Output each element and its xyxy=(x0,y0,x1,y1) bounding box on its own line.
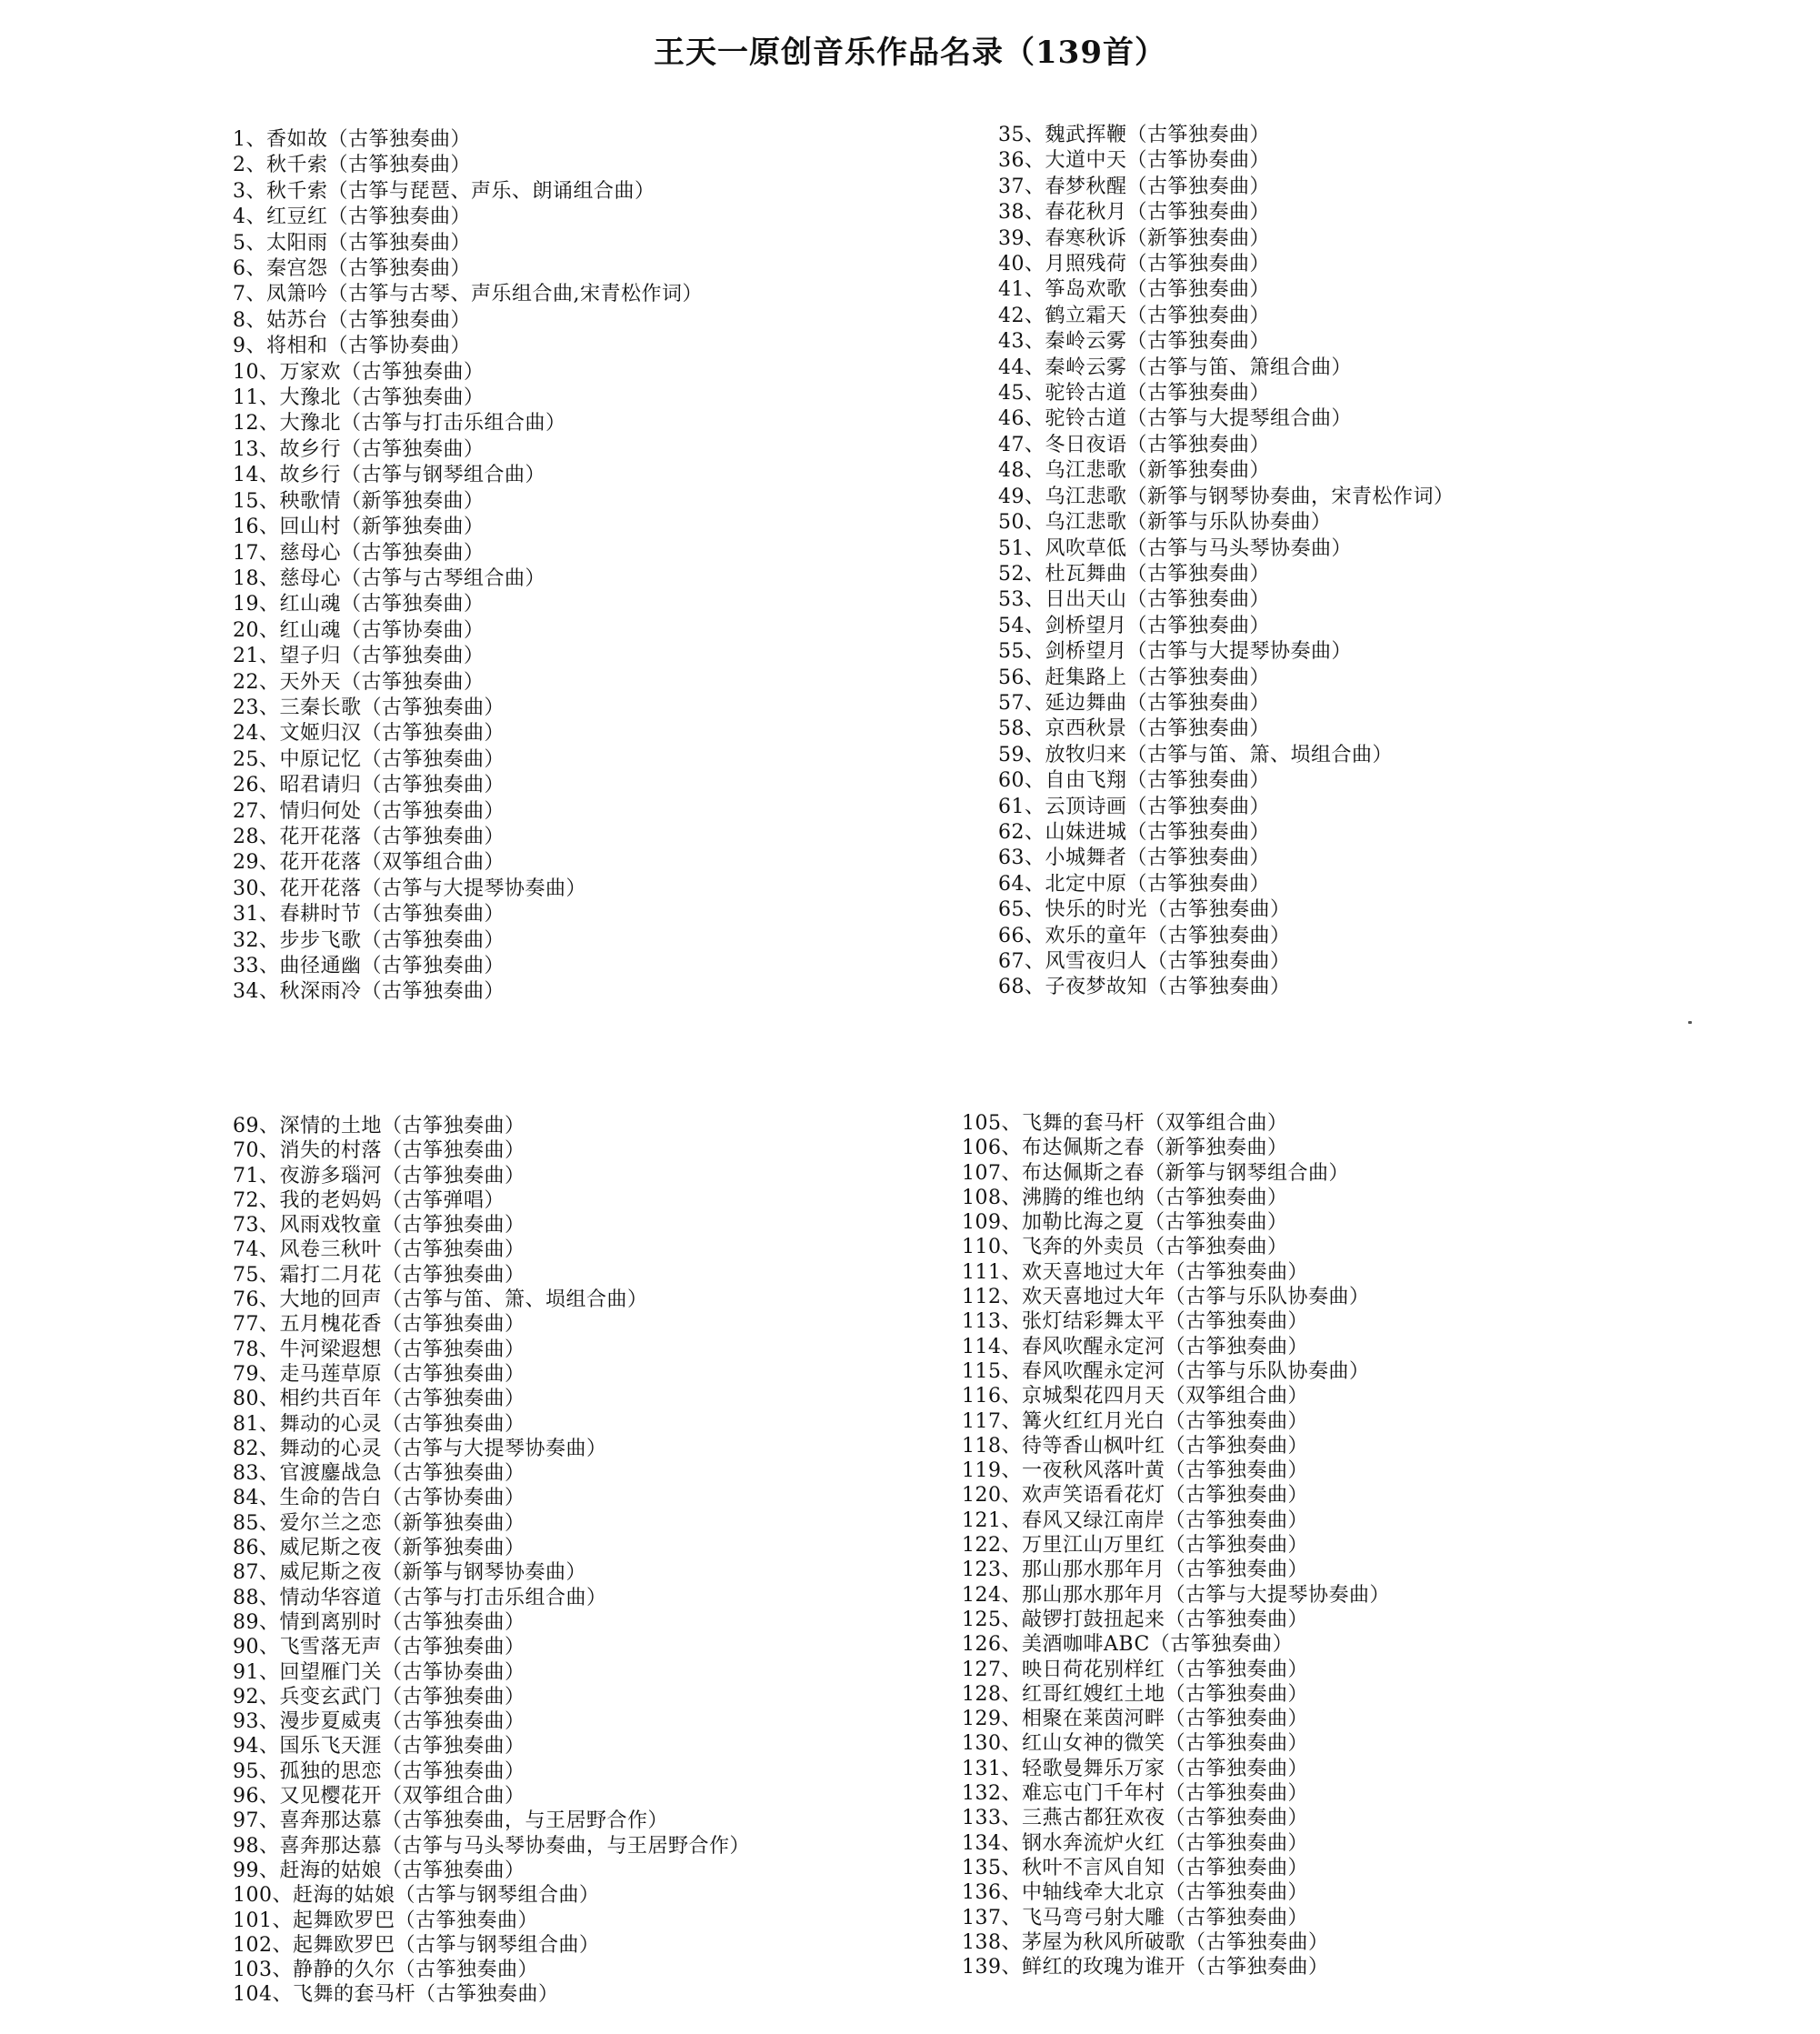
work-entry: 35、魏武挥鞭（古筝独奏曲） xyxy=(998,124,1270,146)
work-entry: 40、月照残荷（古筝独奏曲） xyxy=(998,253,1270,276)
work-entry: 60、自由飞翔（古筝独奏曲） xyxy=(998,769,1270,793)
work-entry: 30、花开花落（古筝与大提琴协奏曲） xyxy=(233,877,586,900)
work-entry: 98、喜奔那达慕（古筝与马头琴协奏曲，与王居野合作） xyxy=(233,1834,750,1858)
work-entry: 48、乌江悲歌（新筝独奏曲） xyxy=(998,459,1270,483)
work-entry: 16、回山村（新筝独奏曲） xyxy=(233,516,485,539)
work-entry: 96、又见樱花开（双筝组合曲） xyxy=(233,1785,525,1809)
work-entry: 92、兵变玄武门（古筝独奏曲） xyxy=(233,1685,525,1708)
work-entry: 12、大豫北（古筝与打击乐组合曲） xyxy=(233,412,566,436)
work-entry: 84、生命的告白（古筝协奏曲） xyxy=(233,1487,525,1510)
work-entry: 114、春风吹醒永定河（古筝独奏曲） xyxy=(962,1335,1308,1358)
work-entry: 9、将相和（古筝协奏曲） xyxy=(233,335,471,358)
work-entry: 134、钢水奔流炉火红（古筝独奏曲） xyxy=(962,1831,1308,1855)
work-entry: 132、难忘屯门千年村（古筝独奏曲） xyxy=(962,1782,1308,1806)
work-entry: 83、官渡鏖战急（古筝独奏曲） xyxy=(233,1462,525,1486)
work-entry: 128、红哥红嫂红土地（古筝独奏曲） xyxy=(962,1682,1308,1706)
work-entry: 52、杜瓦舞曲（古筝独奏曲） xyxy=(998,562,1270,586)
work-entry: 46、驼铃古道（古筝与大提琴组合曲） xyxy=(998,407,1352,431)
work-entry: 68、子夜梦故知（古筝独奏曲） xyxy=(998,976,1291,999)
work-entry: 21、望子归（古筝独奏曲） xyxy=(233,645,485,668)
work-entry: 127、映日荷花别样红（古筝独奏曲） xyxy=(962,1658,1308,1681)
work-entry: 76、大地的回声（古筝与笛、箫、埙组合曲） xyxy=(233,1288,648,1312)
scan-speck xyxy=(1688,1021,1692,1024)
work-entry: 62、山妹进城（古筝独奏曲） xyxy=(998,820,1270,844)
work-entry: 27、情归何处（古筝独奏曲） xyxy=(233,799,505,823)
work-entry: 55、剑桥望月（古筝与大提琴协奏曲） xyxy=(998,640,1352,664)
work-entry: 86、威尼斯之夜（新筝独奏曲） xyxy=(233,1537,525,1560)
work-entry: 88、情动华容道（古筝与打击乐组合曲） xyxy=(233,1586,607,1609)
work-entry: 28、花开花落（古筝独奏曲） xyxy=(233,825,505,848)
work-entry: 24、文姬归汉（古筝独奏曲） xyxy=(233,722,505,746)
work-entry: 89、情到离别时（古筝独奏曲） xyxy=(233,1610,525,1634)
work-entry: 73、风雨戏牧童（古筝独奏曲） xyxy=(233,1214,525,1237)
work-entry: 50、乌江悲歌（新筝与乐队协奏曲） xyxy=(998,511,1332,535)
works-list-col-3 xyxy=(233,1114,750,2008)
work-entry: 17、慈母心（古筝独奏曲） xyxy=(233,541,485,565)
work-entry: 22、天外天（古筝独奏曲） xyxy=(233,670,485,694)
work-entry: 87、威尼斯之夜（新筝与钢琴协奏曲） xyxy=(233,1561,586,1585)
work-entry: 131、轻歌曼舞乐万家（古筝独奏曲） xyxy=(962,1757,1308,1780)
work-entry: 125、敲锣打鼓扭起来（古筝独奏曲） xyxy=(962,1608,1308,1631)
work-entry: 70、消失的村落（古筝独奏曲） xyxy=(233,1139,525,1163)
work-entry: 11、大豫北（古筝独奏曲） xyxy=(233,386,485,410)
work-entry: 94、国乐飞天涯（古筝独奏曲） xyxy=(233,1735,525,1758)
work-entry: 129、相聚在莱茵河畔（古筝独奏曲） xyxy=(962,1708,1308,1731)
work-entry: 77、五月槐花香（古筝独奏曲） xyxy=(233,1313,525,1337)
work-entry: 117、篝火红红月光白（古筝独奏曲） xyxy=(962,1409,1308,1433)
work-entry: 49、乌江悲歌（新筝与钢琴协奏曲，宋青松作词） xyxy=(998,485,1455,508)
work-entry: 8、姑苏台（古筝独奏曲） xyxy=(233,308,471,332)
work-entry: 123、那山那水那年月（古筝独奏曲） xyxy=(962,1558,1308,1582)
work-entry: 111、欢天喜地过大年（古筝独奏曲） xyxy=(962,1260,1308,1284)
work-entry: 108、沸腾的维也纳（古筝独奏曲） xyxy=(962,1186,1288,1209)
work-entry: 121、春风又绿江南岸（古筝独奏曲） xyxy=(962,1508,1308,1532)
work-entry: 6、秦宫怨（古筝独奏曲） xyxy=(233,257,471,281)
work-entry: 5、太阳雨（古筝独奏曲） xyxy=(233,231,471,255)
work-entry: 43、秦岭云雾（古筝独奏曲） xyxy=(998,330,1270,354)
work-entry: 106、布达佩斯之春（新筝独奏曲） xyxy=(962,1137,1288,1160)
work-entry: 10、万家欢（古筝独奏曲） xyxy=(233,360,485,384)
work-entry: 74、风卷三秋叶（古筝独奏曲） xyxy=(233,1238,525,1262)
work-entry: 116、京城梨花四月天（双筝组合曲） xyxy=(962,1385,1308,1408)
work-entry: 2、秋千索（古筝独奏曲） xyxy=(233,154,471,177)
work-entry: 14、故乡行（古筝与钢琴组合曲） xyxy=(233,464,545,487)
work-entry: 33、曲径通幽（古筝独奏曲） xyxy=(233,955,505,977)
work-entry: 15、秧歌情（新筝独奏曲） xyxy=(233,489,485,513)
work-entry: 26、昭君请归（古筝独奏曲） xyxy=(233,774,505,797)
work-entry: 64、北定中原（古筝独奏曲） xyxy=(998,872,1270,896)
work-entry: 138、茅屋为秋风所破歌（古筝独奏曲） xyxy=(962,1930,1329,1954)
work-entry: 110、飞奔的外卖员（古筝独奏曲） xyxy=(962,1236,1288,1259)
work-entry: 34、秋深雨冷（古筝独奏曲） xyxy=(233,980,505,1004)
work-entry: 63、小城舞者（古筝独奏曲） xyxy=(998,847,1270,870)
work-entry: 23、三秦长歌（古筝独奏曲） xyxy=(233,696,505,719)
work-entry: 104、飞舞的套马杆（古筝独奏曲） xyxy=(233,1983,559,2007)
work-entry: 122、万里江山万里红（古筝独奏曲） xyxy=(962,1534,1308,1558)
work-entry: 67、风雪夜归人（古筝独奏曲） xyxy=(998,950,1291,973)
works-list-col-4 xyxy=(962,1111,1390,1979)
work-entry: 57、延边舞曲（古筝独奏曲） xyxy=(998,691,1270,715)
work-entry: 31、春耕时节（古筝独奏曲） xyxy=(233,903,505,927)
work-entry: 72、我的老妈妈（古筝弹唱） xyxy=(233,1188,505,1212)
work-entry: 105、飞舞的套马杆（双筝组合曲） xyxy=(962,1112,1288,1135)
work-entry: 78、牛河梁遐想（古筝独奏曲） xyxy=(233,1338,525,1361)
work-entry: 3、秋千索（古筝与琵琶、声乐、朗诵组合曲） xyxy=(233,179,655,203)
work-entry: 95、孤独的思恋（古筝独奏曲） xyxy=(233,1759,525,1783)
work-entry: 124、那山那水那年月（古筝与大提琴协奏曲） xyxy=(962,1583,1390,1607)
work-entry: 65、快乐的时光（古筝独奏曲） xyxy=(998,898,1291,922)
work-entry: 41、筝岛欢歌（古筝独奏曲） xyxy=(998,278,1270,302)
work-entry: 19、红山魂（古筝独奏曲） xyxy=(233,593,485,616)
work-entry: 79、走马莲草原（古筝独奏曲） xyxy=(233,1362,525,1386)
work-entry: 13、故乡行（古筝独奏曲） xyxy=(233,437,485,461)
work-entry: 1、香如故（古筝独奏曲） xyxy=(233,128,471,151)
work-entry: 45、驼铃古道（古筝独奏曲） xyxy=(998,382,1270,406)
work-entry: 29、花开花落（双筝组合曲） xyxy=(233,851,505,875)
work-entry: 42、鹤立霜天（古筝独奏曲） xyxy=(998,304,1270,327)
work-entry: 139、鲜红的玫瑰为谁开（古筝独奏曲） xyxy=(962,1956,1329,1979)
work-entry: 75、霜打二月花（古筝独奏曲） xyxy=(233,1263,525,1287)
work-entry: 20、红山魂（古筝协奏曲） xyxy=(233,618,485,642)
work-entry: 32、步步飞歌（古筝独奏曲） xyxy=(233,928,505,952)
work-entry: 91、回望雁门关（古筝协奏曲） xyxy=(233,1660,525,1684)
work-entry: 37、春梦秋醒（古筝独奏曲） xyxy=(998,175,1270,198)
work-entry: 107、布达佩斯之春（新筝与钢琴组合曲） xyxy=(962,1161,1349,1185)
work-entry: 80、相约共百年（古筝独奏曲） xyxy=(233,1388,525,1411)
work-entry: 112、欢天喜地过大年（古筝与乐队协奏曲） xyxy=(962,1286,1370,1309)
work-entry: 120、欢声笑语看花灯（古筝独奏曲） xyxy=(962,1484,1308,1508)
work-entry: 118、待等香山枫叶红（古筝独奏曲） xyxy=(962,1434,1308,1458)
work-entry: 61、云顶诗画（古筝独奏曲） xyxy=(998,795,1270,818)
work-entry: 69、深情的土地（古筝独奏曲） xyxy=(233,1115,525,1137)
work-entry: 81、舞动的心灵（古筝独奏曲） xyxy=(233,1412,525,1436)
work-entry: 97、喜奔那达慕（古筝独奏曲，与王居野合作） xyxy=(233,1809,668,1833)
work-entry: 7、凤箫吟（古筝与古琴、声乐组合曲,宋青松作词） xyxy=(233,283,703,306)
work-entry: 54、剑桥望月（古筝独奏曲） xyxy=(998,614,1270,637)
work-entry: 58、京西秋景（古筝独奏曲） xyxy=(998,717,1270,741)
works-list-col-2 xyxy=(998,123,1455,1001)
work-entry: 133、三燕古都狂欢夜（古筝独奏曲） xyxy=(962,1807,1308,1830)
work-entry: 53、日出天山（古筝独奏曲） xyxy=(998,588,1270,612)
page-title: 王天一原创音乐作品名录（139首） xyxy=(654,35,1166,71)
work-entry: 101、起舞欧罗巴（古筝独奏曲） xyxy=(233,1909,538,1932)
work-entry: 135、秋叶不言风自知（古筝独奏曲） xyxy=(962,1856,1308,1879)
work-entry: 102、起舞欧罗巴（古筝与钢琴组合曲） xyxy=(233,1933,600,1957)
work-entry: 38、春花秋月（古筝独奏曲） xyxy=(998,201,1270,225)
work-entry: 115、春风吹醒永定河（古筝与乐队协奏曲） xyxy=(962,1359,1370,1383)
work-entry: 66、欢乐的童年（古筝独奏曲） xyxy=(998,924,1291,947)
work-entry: 109、加勒比海之夏（古筝独奏曲） xyxy=(962,1211,1288,1235)
work-entry: 137、飞马弯弓射大雕（古筝独奏曲） xyxy=(962,1906,1308,1929)
work-entry: 71、夜游多瑙河（古筝独奏曲） xyxy=(233,1164,525,1187)
work-entry: 99、赶海的姑娘（古筝独奏曲） xyxy=(233,1859,525,1882)
work-entry: 47、冬日夜语（古筝独奏曲） xyxy=(998,433,1270,456)
work-entry: 93、漫步夏威夷（古筝独奏曲） xyxy=(233,1710,525,1734)
work-entry: 90、飞雪落无声（古筝独奏曲） xyxy=(233,1636,525,1659)
work-entry: 4、红豆红（古筝独奏曲） xyxy=(233,205,471,229)
work-entry: 130、红山女神的微笑（古筝独奏曲） xyxy=(962,1732,1308,1756)
work-entry: 25、中原记忆（古筝独奏曲） xyxy=(233,747,505,771)
work-entry: 59、放牧归来（古筝与笛、箫、埙组合曲） xyxy=(998,743,1393,767)
work-entry: 119、一夜秋风落叶黄（古筝独奏曲） xyxy=(962,1459,1308,1483)
works-list-col-1 xyxy=(233,127,703,1006)
work-entry: 56、赶集路上（古筝独奏曲） xyxy=(998,666,1270,689)
work-entry: 85、爱尔兰之恋（新筝独奏曲） xyxy=(233,1511,525,1535)
work-entry: 136、中轴线牵大北京（古筝独奏曲） xyxy=(962,1881,1308,1905)
work-entry: 103、静静的久尔（古筝独奏曲） xyxy=(233,1959,538,1982)
work-entry: 18、慈母心（古筝与古琴组合曲） xyxy=(233,566,545,590)
work-entry: 36、大道中天（古筝协奏曲） xyxy=(998,149,1270,173)
work-entry: 100、赶海的姑娘（古筝与钢琴组合曲） xyxy=(233,1884,600,1908)
work-entry: 126、美酒咖啡ABC（古筝独奏曲） xyxy=(962,1633,1294,1657)
work-entry: 44、秦岭云雾（古筝与笛、箫组合曲） xyxy=(998,356,1352,379)
work-entry: 51、风吹草低（古筝与马头琴协奏曲） xyxy=(998,536,1352,560)
work-entry: 113、张灯结彩舞太平（古筝独奏曲） xyxy=(962,1310,1308,1334)
work-entry: 82、舞动的心灵（古筝与大提琴协奏曲） xyxy=(233,1437,607,1460)
work-entry: 39、春寒秋诉（新筝独奏曲） xyxy=(998,226,1270,250)
